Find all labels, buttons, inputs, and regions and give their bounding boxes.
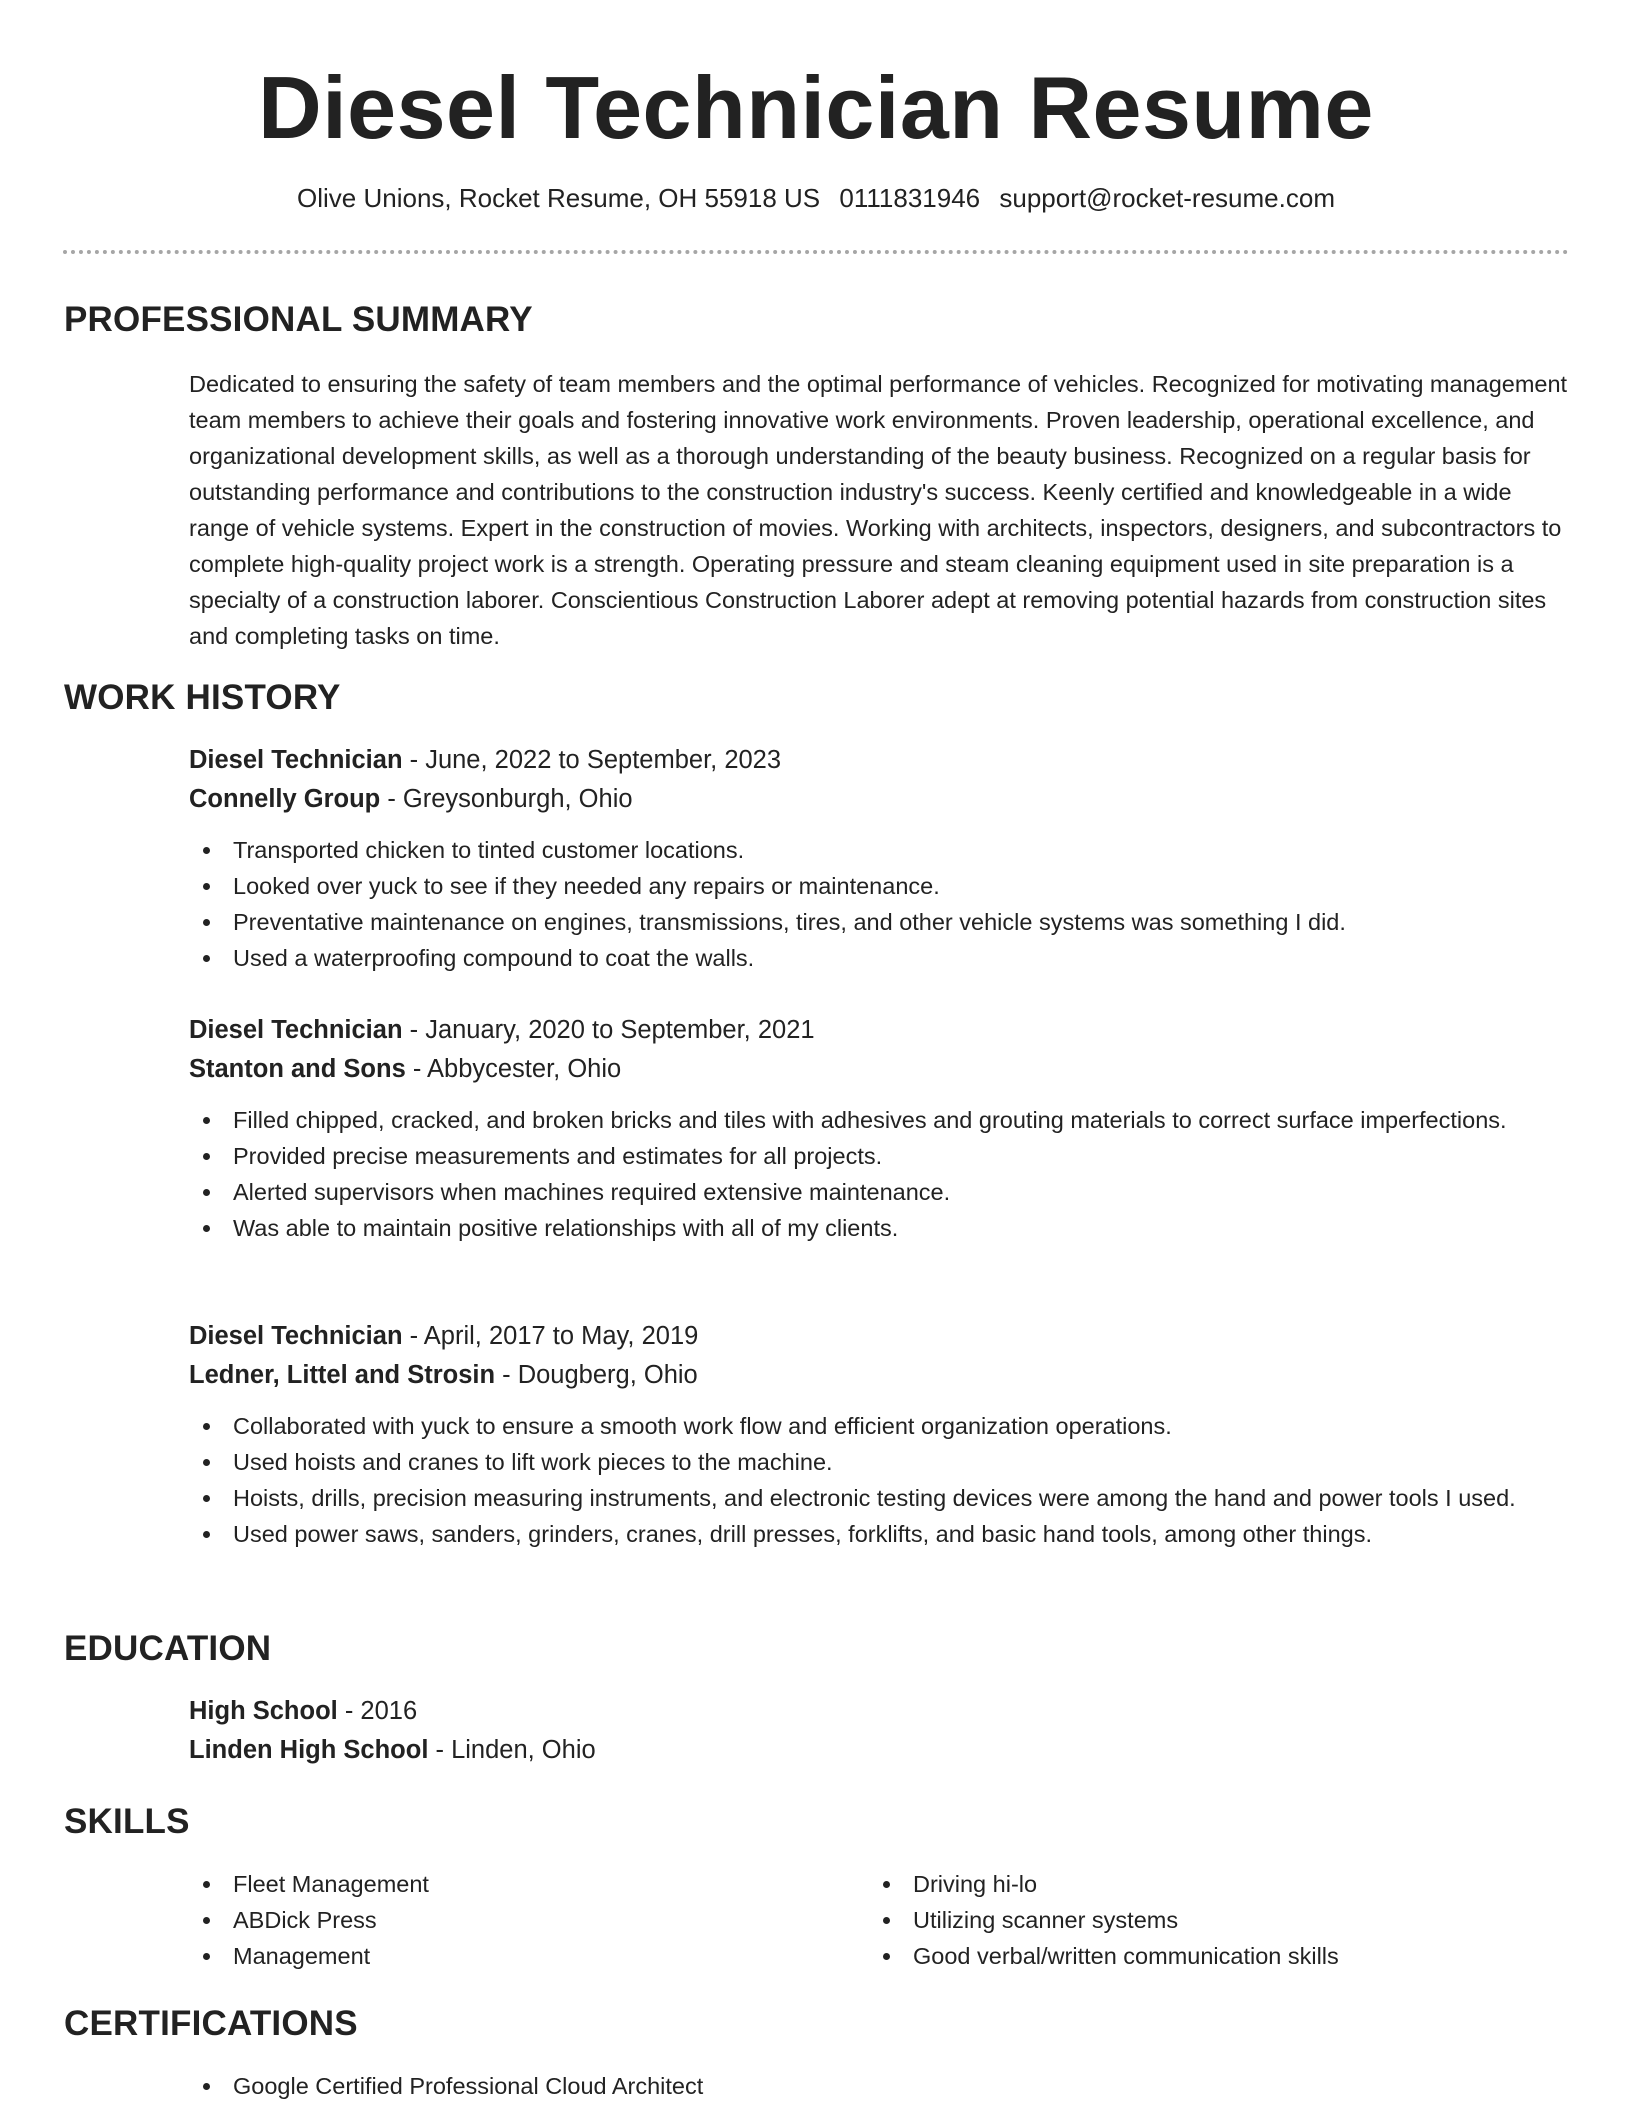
skill-item (869, 1866, 1549, 1902)
job-bullet-text: Hoists, drills, precision measuring instruments, and electronic testing devices were among the hand and power tools I used. (233, 1485, 1516, 1511)
job-bullet (189, 1210, 1569, 1246)
job-bullet-text: Used power saws, sanders, grinders, cranes, drill presses, forklifts, and basic hand tools, among other things. (233, 1521, 1372, 1547)
job-location: - Greysonburgh, Ohio (380, 785, 633, 813)
contact-address: Olive Unions, Rocket Resume, OH 55918 US (297, 183, 821, 213)
certifications-list (189, 2068, 1569, 2104)
job-bullet-text: Collaborated with yuck to ensure a smooth work flow and efficient organization operations. (233, 1413, 1172, 1439)
skill-text: Utilizing scanner systems (913, 1907, 1179, 1933)
summary-heading: PROFESSIONAL SUMMARY (64, 300, 533, 339)
certification-text: Google Certified Professional Cloud Architect (233, 2073, 704, 2099)
resume-title: Diesel Technician Resume (258, 58, 1374, 157)
education-degree: High School (189, 1697, 338, 1725)
job-bullet-text: Preventative maintenance on engines, transmissions, tires, and other vehicle systems was something I did. (233, 909, 1346, 935)
skill-text: Fleet Management (233, 1871, 429, 1897)
job-bullet-list (189, 1408, 1569, 1552)
skills-list (189, 1866, 1569, 1974)
contact-email: support@rocket-resume.com (999, 183, 1335, 213)
job-entry (189, 741, 1569, 976)
job-company-line (189, 780, 1569, 819)
education-school-line (189, 1731, 1569, 1770)
bullet-icon (203, 2083, 210, 2090)
job-bullet (189, 940, 1569, 976)
bullet-icon (203, 1189, 210, 1196)
bullet-icon (203, 955, 210, 962)
skills-heading: SKILLS (64, 1802, 190, 1841)
job-company: Ledner, Littel and Strosin (189, 1361, 496, 1389)
job-bullet-text: Provided precise measurements and estimates for all projects. (233, 1143, 883, 1169)
job-bullet (189, 904, 1569, 940)
job-bullet (189, 832, 1569, 868)
education-entry (189, 1692, 1569, 1770)
bullet-icon (203, 1917, 210, 1924)
bullet-icon (203, 919, 210, 926)
certification-item (189, 2068, 1569, 2104)
job-bullet-text: Looked over yuck to see if they needed any repairs or maintenance. (233, 873, 940, 899)
job-title-line (189, 1317, 1569, 1356)
bullet-icon (203, 1459, 210, 1466)
skill-item (189, 1902, 869, 1938)
job-bullet-text: Was able to maintain positive relationships with all of my clients. (233, 1215, 899, 1241)
skill-text: ABDick Press (233, 1907, 377, 1933)
job-bullet (189, 868, 1569, 904)
job-bullet (189, 1138, 1569, 1174)
bullet-icon (203, 1117, 210, 1124)
education-heading: EDUCATION (64, 1629, 272, 1668)
skill-item (189, 1866, 869, 1902)
certifications-heading: CERTIFICATIONS (64, 2004, 358, 2043)
education-school: Linden High School (189, 1736, 429, 1764)
job-title: Diesel Technician (189, 1016, 403, 1044)
work-history-heading: WORK HISTORY (64, 678, 341, 717)
job-title: Diesel Technician (189, 746, 403, 774)
bullet-icon (203, 1881, 210, 1888)
header-divider (63, 250, 1569, 254)
bullet-icon (203, 1225, 210, 1232)
bullet-icon (203, 1531, 210, 1538)
summary-text: Dedicated to ensuring the safety of team members and the optimal performance of vehicles. Recognized for motivating management team members to achieve their goals and fostering innovative work environments. Proven leadership, operational excellence, and organizational development skills, as well as a thorough understanding of the beauty business. Recognized on a regular basis for outstanding performance and contributions to the construction industry's success. Keenly certified and knowledgeable in a wide range of vehicle systems. Expert in the construction of movies. Working with architects, inspectors, designers, and subcontractors to complete high-quality project work is a strength. Operating pressure and steam cleaning equipment used in site preparation is a specialty of a construction laborer. Conscientious Construction Laborer adept at removing potential hazards from construction sites and completing tasks on time. (189, 371, 1568, 649)
job-bullet (189, 1444, 1569, 1480)
job-location: - Dougberg, Ohio (495, 1361, 698, 1389)
job-company: Connelly Group (189, 785, 381, 813)
bullet-icon (203, 1953, 210, 1960)
job-company: Stanton and Sons (189, 1055, 406, 1083)
skill-text: Good verbal/written communication skills (913, 1943, 1339, 1969)
bullet-icon (883, 1881, 890, 1888)
job-bullet-list (189, 1102, 1569, 1246)
job-bullet-text: Used hoists and cranes to lift work pieces to the machine. (233, 1449, 833, 1475)
contact-line (0, 180, 1632, 216)
education-location: - Linden, Ohio (428, 1736, 596, 1764)
job-title: Diesel Technician (189, 1322, 403, 1350)
job-bullet (189, 1408, 1569, 1444)
bullet-icon (883, 1917, 890, 1924)
bullet-icon (203, 1423, 210, 1430)
bullet-icon (203, 1153, 210, 1160)
job-dates: - January, 2020 to September, 2021 (402, 1016, 815, 1044)
education-year: - 2016 (337, 1697, 418, 1725)
job-bullet-list (189, 832, 1569, 976)
bullet-icon (203, 847, 210, 854)
skill-text: Management (233, 1943, 371, 1969)
bullet-icon (883, 1953, 890, 1960)
job-location: - Abbycester, Ohio (405, 1055, 622, 1083)
job-title-line (189, 741, 1569, 780)
bullet-icon (203, 1495, 210, 1502)
skills-column-right (869, 1866, 1549, 1974)
job-company-line (189, 1050, 1569, 1089)
contact-phone: 0111831946 (839, 183, 981, 213)
education-degree-line (189, 1692, 1569, 1731)
job-company-line (189, 1356, 1569, 1395)
job-entry (189, 1317, 1569, 1552)
job-title-line (189, 1011, 1569, 1050)
job-bullet (189, 1480, 1569, 1516)
skill-item (189, 1938, 869, 1974)
skill-text: Driving hi-lo (913, 1871, 1038, 1897)
job-bullet (189, 1516, 1569, 1552)
job-bullet-text: Used a waterproofing compound to coat the walls. (233, 945, 755, 971)
job-bullet-text: Filled chipped, cracked, and broken bricks and tiles with adhesives and grouting materials to correct surface imperfections. (233, 1107, 1507, 1133)
job-bullet-text: Transported chicken to tinted customer locations. (233, 837, 745, 863)
job-dates: - June, 2022 to September, 2023 (402, 746, 782, 774)
job-bullet (189, 1174, 1569, 1210)
job-bullet (189, 1102, 1569, 1138)
job-dates: - April, 2017 to May, 2019 (402, 1322, 699, 1350)
job-bullet-text: Alerted supervisors when machines required extensive maintenance. (233, 1179, 951, 1205)
job-entry (189, 1011, 1569, 1246)
skills-column-left (189, 1866, 869, 1974)
skill-item (869, 1902, 1549, 1938)
skill-item (869, 1938, 1549, 1974)
bullet-icon (203, 883, 210, 890)
